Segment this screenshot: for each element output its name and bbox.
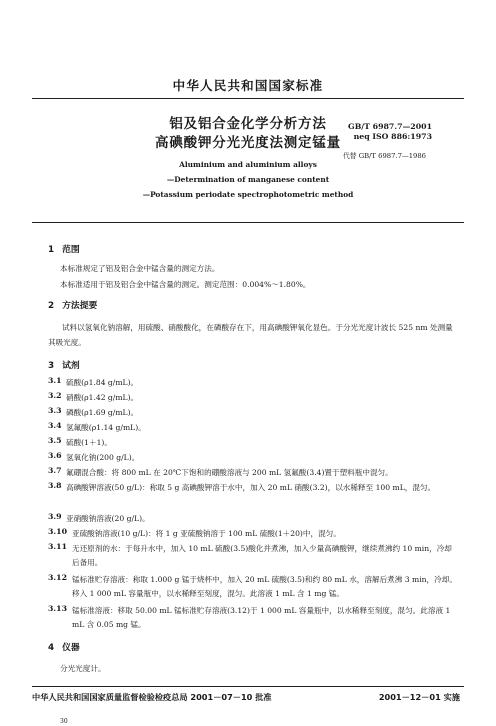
reagent-num: 3.3 — [48, 406, 62, 415]
footer-rule — [32, 686, 464, 687]
header-rule — [32, 98, 464, 99]
standard-equivalence: neq ISO 886:1973 — [353, 132, 432, 141]
reagent-num: 3.9 — [48, 512, 62, 521]
standard-header: 中华人民共和国国家标准 — [172, 78, 324, 93]
section-heading: 2 方法提要 — [48, 301, 98, 311]
reagent-text: 硫酸(ρ1.84 g/mL)。 — [66, 378, 139, 387]
reagent-text: 硫酸(1＋1)。 — [66, 438, 112, 447]
reagent-num: 3.13 — [48, 604, 67, 613]
reagent-num: 3.6 — [48, 451, 62, 460]
reagent-text: 氢氟酸(ρ1.14 g/mL)。 — [66, 423, 146, 432]
title-cn-line1: 铝及铝合金化学分析方法 — [169, 116, 327, 132]
page-number: 30 — [60, 718, 68, 725]
replaces-note: 代替 GB/T 6987.7—1986 — [342, 152, 426, 160]
principle-paragraph: 试料以氢氧化钠溶解，用硫酸、硝酸酸化，在磷酸存在下，用高碘酸钾氧化显色。于分光光度计波长 525 nm 处测量其吸光度。 — [48, 323, 453, 347]
title-en-line3: —Potassium periodate spectrophotometric method — [142, 190, 354, 199]
reagent-text: 锰标准贮存溶液：称取 1.000 g 锰于烧杯中，加入 20 mL 硫酸(3.5)和约 80 mL 水，溶解后煮沸 3 min，冷却。移入 1 000 mL 容量瓶中，以水稀释至刻度，混匀。此溶液 1 mL 含 1 mg 锰。 — [72, 575, 457, 598]
reagent-num: 3.1 — [48, 376, 62, 385]
reagent-num: 3.12 — [48, 573, 67, 582]
scope-line1: 本标准规定了铝及铝合金中锰含量的测定方法。 — [60, 264, 220, 273]
scope-line2: 本标准适用于铝及铝合金中锰含量的测定。测定范围：0.004%～1.80%。 — [60, 280, 311, 289]
approval-note: 中华人民共和国国家质量监督检验检疫总局 2001－07－10 批准 — [32, 692, 272, 702]
title-en-line1: Aluminium and aluminium alloys — [179, 160, 317, 169]
title-cn-line2: 高碘酸钾分光光度法测定锰量 — [155, 135, 341, 151]
reagent-text: 磷酸(ρ1.69 g/mL)。 — [66, 408, 139, 417]
reagent-num: 3.5 — [48, 436, 62, 445]
reagent-text: 硝酸(ρ1.42 g/mL)。 — [66, 393, 139, 402]
reagent-text: 氟硼混合酸：将 800 mL 在 20℃下饱和的硼酸溶液与 200 mL 氢氟酸(3.4)置于塑料瓶中混匀。 — [66, 468, 393, 477]
instrument-text: 分光光度计。 — [60, 664, 106, 673]
title-rule — [32, 222, 464, 223]
reagent-text: 亚硝酸钠溶液(20 g/L)。 — [66, 514, 150, 523]
reagent-text: 锰标准溶液：移取 50.00 mL 锰标准贮存溶液(3.12)于 1 000 mL 容量瓶中，以水稀释至刻度，混匀。此溶液 1 mL 含 0.05 mg 锰。 — [72, 606, 451, 629]
reagent-num: 3.4 — [48, 421, 62, 430]
title-en-line2: —Determination of manganese content — [166, 175, 330, 184]
section-heading: 1 范围 — [48, 245, 80, 255]
section-heading: 4 仪器 — [48, 643, 80, 653]
reagent-num: 3.11 — [48, 542, 67, 551]
reagent-text: 高碘酸钾溶液(50 g/L)：称取 5 g 高碘酸钾溶于水中，加入 20 mL 硝酸(3.2)，以水稀释至 100 mL，混匀。 — [66, 483, 436, 492]
standard-number: GB/T 6987.7—2001 — [348, 122, 432, 131]
reagent-num: 3.10 — [48, 527, 67, 536]
implementation-date: 2001－12－01 实施 — [378, 692, 460, 702]
reagent-num: 3.2 — [48, 391, 62, 400]
reagent-num: 3.7 — [48, 466, 62, 475]
reagent-num: 3.8 — [48, 481, 62, 490]
reagent-text: 亚硫酸钠溶液(10 g/L)：将 1 g 亚硫酸钠溶于 100 mL 硫酸(1＋20)中，混匀。 — [72, 529, 341, 538]
reagent-text: 氢氧化钠(200 g/L)。 — [66, 453, 140, 462]
section-heading: 3 试剂 — [48, 361, 80, 371]
reagent-text: 无还原剂的水：于每升水中，加入 10 mL 硫酸(3.5)酸化并煮沸，加入少量高碘酸钾，继续煮沸约 10 min，冷却后备用。 — [72, 544, 452, 567]
